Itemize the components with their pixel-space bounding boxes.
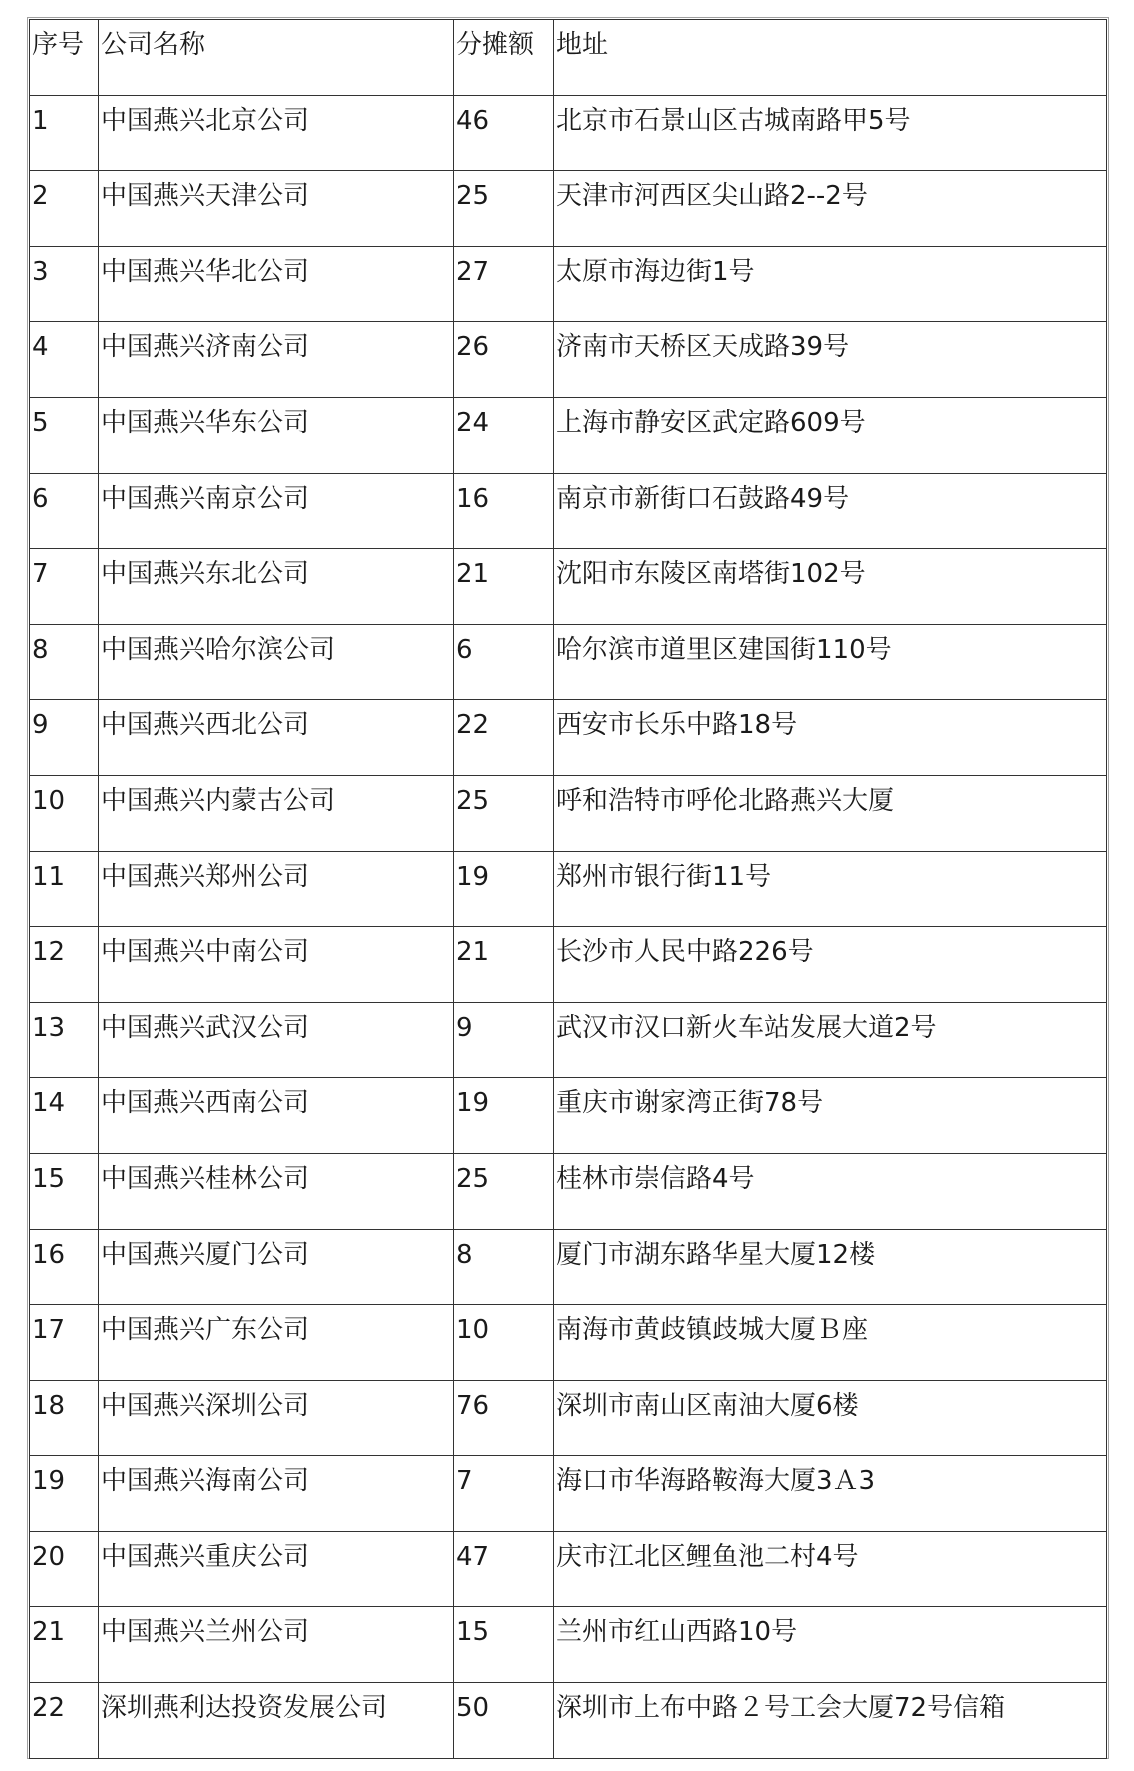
table-row — [30, 95, 1107, 171]
cell-index: 22 — [30, 1683, 99, 1759]
cell-company: 中国燕兴海南公司 — [99, 1456, 454, 1532]
cell-index: 7 — [30, 549, 99, 625]
cell-index: 12 — [30, 927, 99, 1003]
table-row — [30, 1531, 1107, 1607]
cell-address: 上海市静安区武定路609号 — [554, 397, 1107, 473]
cell-company: 中国燕兴济南公司 — [99, 322, 454, 398]
cell-address: 重庆市谢家湾正街78号 — [554, 1078, 1107, 1154]
cell-amount: 25 — [454, 171, 554, 247]
table-row — [30, 1683, 1107, 1759]
cell-index: 20 — [30, 1531, 99, 1607]
cell-index: 5 — [30, 397, 99, 473]
cell-amount: 19 — [454, 851, 554, 927]
cell-address: 南海市黄歧镇歧城大厦Ｂ座 — [554, 1305, 1107, 1381]
cell-index: 1 — [30, 95, 99, 171]
cell-address: 太原市海边街1号 — [554, 246, 1107, 322]
cell-company: 中国燕兴内蒙古公司 — [99, 775, 454, 851]
table-row — [30, 1153, 1107, 1229]
cell-amount: 21 — [454, 549, 554, 625]
table-row — [30, 171, 1107, 247]
table-row — [30, 927, 1107, 1003]
cell-amount: 7 — [454, 1456, 554, 1532]
cell-address: 哈尔滨市道里区建国街110号 — [554, 624, 1107, 700]
header-cell-company: 公司名称 — [99, 20, 454, 96]
cell-address: 北京市石景山区古城南路甲5号 — [554, 95, 1107, 171]
cell-amount: 24 — [454, 397, 554, 473]
table-row — [30, 246, 1107, 322]
table-row — [30, 1380, 1107, 1456]
cell-address: 深圳市上布中路２号工会大厦72号信箱 — [554, 1683, 1107, 1759]
cell-amount: 27 — [454, 246, 554, 322]
table-body — [30, 20, 1107, 1759]
cell-address: 长沙市人民中路226号 — [554, 927, 1107, 1003]
cell-address: 兰州市红山西路10号 — [554, 1607, 1107, 1683]
table-row — [30, 1229, 1107, 1305]
cell-address: 济南市天桥区天成路39号 — [554, 322, 1107, 398]
cell-address: 武汉市汉口新火车站发展大道2号 — [554, 1002, 1107, 1078]
cell-index: 6 — [30, 473, 99, 549]
cell-company: 中国燕兴厦门公司 — [99, 1229, 454, 1305]
cell-company: 中国燕兴西北公司 — [99, 700, 454, 776]
cell-company: 中国燕兴桂林公司 — [99, 1153, 454, 1229]
cell-company: 中国燕兴东北公司 — [99, 549, 454, 625]
cell-company: 中国燕兴北京公司 — [99, 95, 454, 171]
table-row — [30, 1305, 1107, 1381]
table-row — [30, 1078, 1107, 1154]
table-row — [30, 473, 1107, 549]
cell-company: 深圳燕利达投资发展公司 — [99, 1683, 454, 1759]
cell-amount: 25 — [454, 775, 554, 851]
table-row — [30, 624, 1107, 700]
cell-amount: 46 — [454, 95, 554, 171]
cell-company: 中国燕兴中南公司 — [99, 927, 454, 1003]
cell-address: 海口市华海路鞍海大厦3Ａ3 — [554, 1456, 1107, 1532]
table-row — [30, 322, 1107, 398]
cell-address: 沈阳市东陵区南塔街102号 — [554, 549, 1107, 625]
cell-address: 呼和浩特市呼伦北路燕兴大厦 — [554, 775, 1107, 851]
table-row — [30, 1002, 1107, 1078]
cell-index: 11 — [30, 851, 99, 927]
cell-index: 9 — [30, 700, 99, 776]
cell-address: 深圳市南山区南油大厦6楼 — [554, 1380, 1107, 1456]
cell-amount: 25 — [454, 1153, 554, 1229]
cell-company: 中国燕兴郑州公司 — [99, 851, 454, 927]
cell-company: 中国燕兴兰州公司 — [99, 1607, 454, 1683]
table-row — [30, 775, 1107, 851]
table-header-row — [30, 20, 1107, 96]
cell-amount: 76 — [454, 1380, 554, 1456]
cell-company: 中国燕兴重庆公司 — [99, 1531, 454, 1607]
company-allocation-table — [29, 19, 1107, 1759]
cell-address: 郑州市银行街11号 — [554, 851, 1107, 927]
cell-index: 10 — [30, 775, 99, 851]
cell-address: 庆市江北区鲤鱼池二村4号 — [554, 1531, 1107, 1607]
cell-address: 天津市河西区尖山路2--2号 — [554, 171, 1107, 247]
cell-amount: 22 — [454, 700, 554, 776]
cell-company: 中国燕兴天津公司 — [99, 171, 454, 247]
table-row — [30, 549, 1107, 625]
cell-index: 19 — [30, 1456, 99, 1532]
cell-company: 中国燕兴武汉公司 — [99, 1002, 454, 1078]
cell-amount: 16 — [454, 473, 554, 549]
cell-address: 西安市长乐中路18号 — [554, 700, 1107, 776]
table-row — [30, 1456, 1107, 1532]
cell-company: 中国燕兴广东公司 — [99, 1305, 454, 1381]
table-row — [30, 851, 1107, 927]
cell-amount: 50 — [454, 1683, 554, 1759]
cell-index: 2 — [30, 171, 99, 247]
cell-address: 桂林市崇信路4号 — [554, 1153, 1107, 1229]
cell-amount: 9 — [454, 1002, 554, 1078]
cell-address: 厦门市湖东路华星大厦12楼 — [554, 1229, 1107, 1305]
cell-index: 18 — [30, 1380, 99, 1456]
header-cell-index: 序号 — [30, 20, 99, 96]
cell-index: 4 — [30, 322, 99, 398]
table-frame — [27, 17, 1109, 1759]
cell-amount: 8 — [454, 1229, 554, 1305]
cell-index: 21 — [30, 1607, 99, 1683]
table-row — [30, 1607, 1107, 1683]
table-row — [30, 700, 1107, 776]
cell-amount: 19 — [454, 1078, 554, 1154]
cell-index: 8 — [30, 624, 99, 700]
cell-company: 中国燕兴华东公司 — [99, 397, 454, 473]
cell-amount: 6 — [454, 624, 554, 700]
cell-company: 中国燕兴哈尔滨公司 — [99, 624, 454, 700]
cell-index: 16 — [30, 1229, 99, 1305]
cell-company: 中国燕兴西南公司 — [99, 1078, 454, 1154]
table-row — [30, 397, 1107, 473]
cell-address: 南京市新街口石鼓路49号 — [554, 473, 1107, 549]
cell-amount: 26 — [454, 322, 554, 398]
cell-company: 中国燕兴南京公司 — [99, 473, 454, 549]
cell-amount: 21 — [454, 927, 554, 1003]
cell-amount: 10 — [454, 1305, 554, 1381]
cell-index: 17 — [30, 1305, 99, 1381]
cell-index: 14 — [30, 1078, 99, 1154]
cell-index: 3 — [30, 246, 99, 322]
cell-company: 中国燕兴深圳公司 — [99, 1380, 454, 1456]
cell-index: 13 — [30, 1002, 99, 1078]
cell-amount: 47 — [454, 1531, 554, 1607]
cell-index: 15 — [30, 1153, 99, 1229]
header-cell-address: 地址 — [554, 20, 1107, 96]
cell-company: 中国燕兴华北公司 — [99, 246, 454, 322]
cell-amount: 15 — [454, 1607, 554, 1683]
header-cell-amount: 分摊额 — [454, 20, 554, 96]
